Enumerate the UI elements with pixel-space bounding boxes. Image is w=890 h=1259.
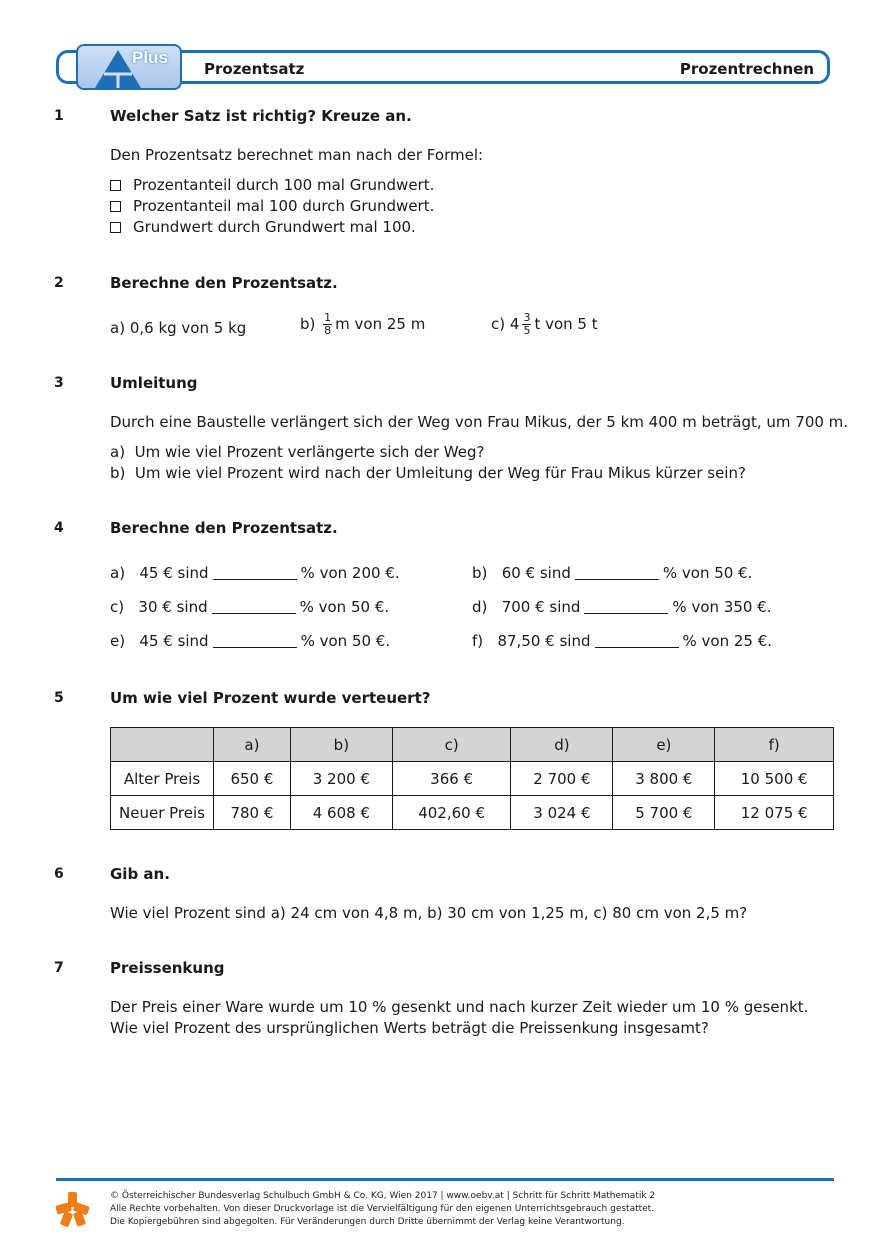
logo-text: Plus [132, 48, 168, 67]
task1-option[interactable]: Grundwert durch Grundwert mal 100. [110, 218, 416, 236]
header-title-left: Prozentsatz [204, 60, 305, 78]
table-cell: 4 608 € [290, 796, 392, 830]
checkbox-icon[interactable] [110, 180, 121, 191]
table-cell: 3 024 € [511, 796, 613, 830]
task5-title: Um wie viel Prozent wurde verteuert? [110, 689, 431, 707]
task3-item-b: b) Um wie viel Prozent wird nach der Umleitung der Weg für Frau Mikus kürzer sein? [110, 464, 746, 482]
answer-blank[interactable] [213, 565, 297, 580]
table-cell: 780 € [214, 796, 291, 830]
table-cell: 2 700 € [511, 762, 613, 796]
table-cell: 402,60 € [392, 796, 511, 830]
answer-blank[interactable] [595, 633, 679, 648]
footer-line: Die Kopiergebühren sind abgegolten. Für Veränderungen durch Dritte übernimmt der Verlag keine Verantwortung. [110, 1217, 625, 1227]
column-header: f) [715, 728, 834, 762]
task4-number: 4 [54, 520, 64, 536]
row-label: Alter Preis [111, 762, 214, 796]
task4-item-f: f) 87,50 € sind % von 25 €. [472, 632, 773, 650]
task6-title: Gib an. [110, 865, 170, 883]
footer-text [110, 1190, 655, 1229]
task1-option[interactable]: Prozentanteil durch 100 mal Grundwert. [110, 176, 434, 194]
checkbox-icon[interactable] [110, 201, 121, 212]
task7-number: 7 [54, 960, 64, 976]
footer-line: Alle Rechte vorbehalten. Von dieser Druckvorlage ist die Vervielfältigung für den eigenen Unterrichtsgebrauch gestattet. [110, 1204, 655, 1214]
task3-item-a: a) Um wie viel Prozent verlängerte sich der Weg? [110, 443, 485, 461]
fraction: $\frac{1}{8}$ [324, 311, 332, 337]
checkbox-icon[interactable] [110, 222, 121, 233]
answer-blank[interactable] [575, 565, 659, 580]
publisher-logo-icon [54, 1190, 92, 1228]
table-header-row [111, 728, 834, 762]
table-cell: 3 800 € [613, 762, 715, 796]
task6-text: Wie viel Prozent sind a) 24 cm von 4,8 m, b) 30 cm von 1,25 m, c) 80 cm von 2,5 m? [110, 904, 748, 922]
task4-item-e: e) 45 € sind % von 50 €. [110, 632, 391, 650]
task2-number: 2 [54, 275, 64, 291]
task1-intro: Den Prozentsatz berechnet man nach der Formel: [110, 146, 484, 164]
task1-number: 1 [54, 108, 64, 124]
task7-title: Preissenkung [110, 959, 225, 977]
task3-intro: Durch eine Baustelle verlängert sich der Weg von Frau Mikus, der 5 km 400 m beträgt, um 700 m. [110, 413, 849, 431]
table-corner-cell [111, 728, 214, 762]
footer-line: © Österreichischer Bundesverlag Schulbuch GmbH & Co. KG, Wien 2017 | www.oebv.at | Schritt für Schritt Mathematik 2 [110, 1191, 656, 1201]
row-label: Neuer Preis [111, 796, 214, 830]
task3-title: Umleitung [110, 374, 198, 392]
price-table [110, 727, 834, 830]
task7-line2: Wie viel Prozent des ursprünglichen Werts beträgt die Preissenkung insgesamt? [110, 1019, 709, 1037]
column-header: e) [613, 728, 715, 762]
table-cell: 3 200 € [290, 762, 392, 796]
column-header: c) [392, 728, 511, 762]
header-title-right: Prozentrechnen [679, 60, 814, 78]
task4-item-c: c) 30 € sind % von 50 €. [110, 598, 390, 616]
table-row [111, 762, 834, 796]
footer-divider [56, 1178, 834, 1181]
task2-item-b: b) $\frac{1}{8}$ m von 25 m [300, 311, 426, 337]
task5-number: 5 [54, 690, 64, 706]
task1-title: Welcher Satz ist richtig? Kreuze an. [110, 107, 412, 125]
task3-number: 3 [54, 375, 64, 391]
task4-item-d: d) 700 € sind % von 350 €. [472, 598, 772, 616]
task1-option[interactable]: Prozentanteil mal 100 durch Grundwert. [110, 197, 434, 215]
table-row [111, 796, 834, 830]
column-header: d) [511, 728, 613, 762]
table-cell: 366 € [392, 762, 511, 796]
table-cell: 650 € [214, 762, 291, 796]
task2-item-a: a) 0,6 kg von 5 kg [110, 319, 247, 337]
table-cell: 12 075 € [715, 796, 834, 830]
task4-title: Berechne den Prozentsatz. [110, 519, 338, 537]
column-header: a) [214, 728, 291, 762]
task7-line1: Der Preis einer Ware wurde um 10 % gesenkt und nach kurzer Zeit wieder um 10 % gesenkt. [110, 998, 809, 1016]
table-cell: 5 700 € [613, 796, 715, 830]
task2-item-c: c) 4 $\frac{3}{5}$ t von 5 t [491, 311, 598, 337]
answer-blank[interactable] [213, 633, 297, 648]
answer-blank[interactable] [212, 599, 296, 614]
column-header: b) [290, 728, 392, 762]
table-cell: 10 500 € [715, 762, 834, 796]
task4-item-b: b) 60 € sind % von 50 €. [472, 564, 753, 582]
answer-blank[interactable] [584, 599, 668, 614]
task4-item-a: a) 45 € sind % von 200 €. [110, 564, 400, 582]
task6-number: 6 [54, 866, 64, 882]
task2-title: Berechne den Prozentsatz. [110, 274, 338, 292]
fraction: $\frac{3}{5}$ [523, 311, 531, 337]
